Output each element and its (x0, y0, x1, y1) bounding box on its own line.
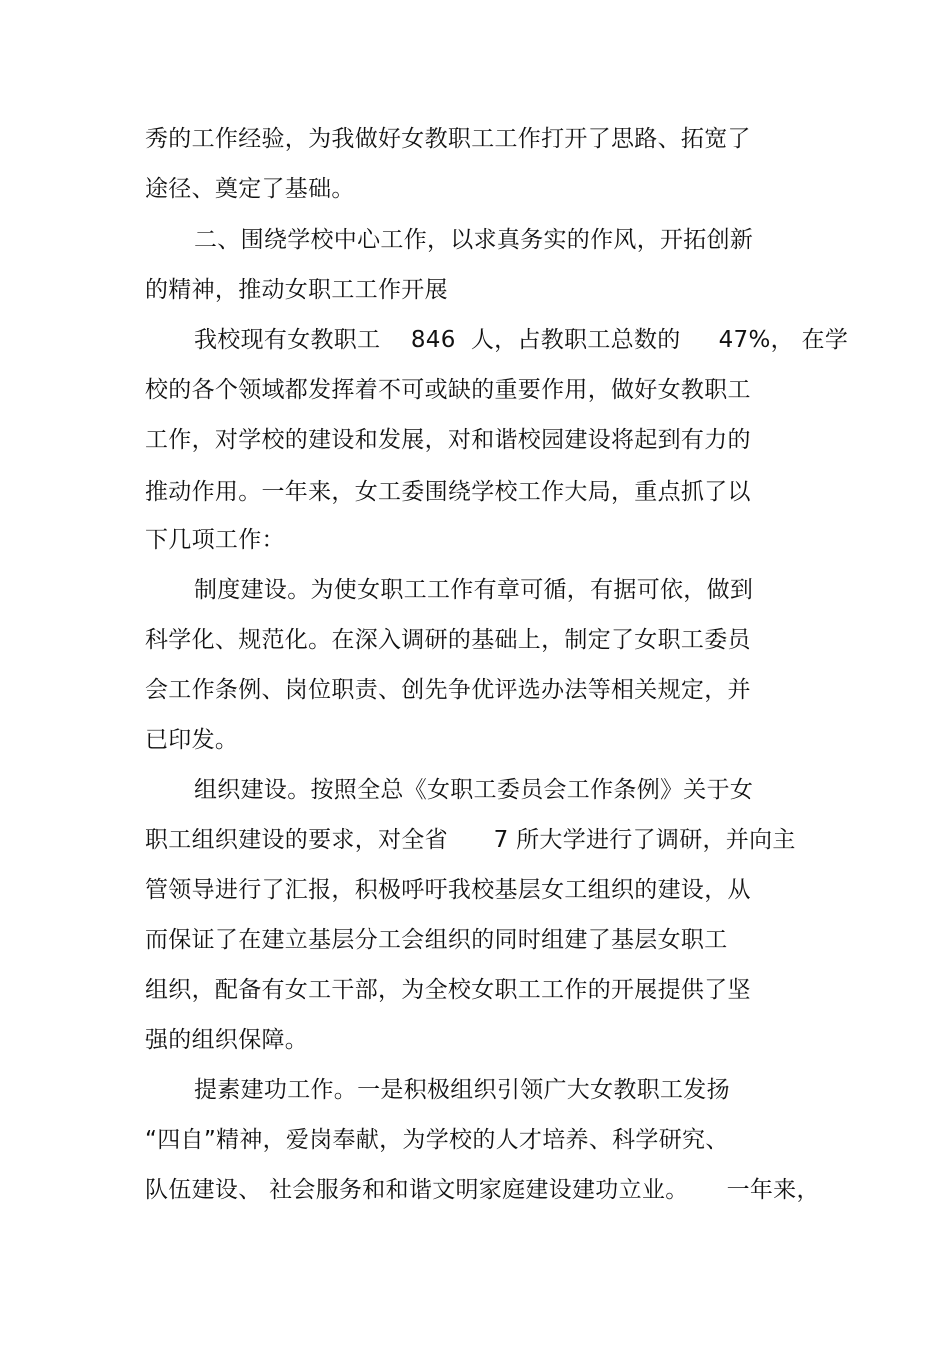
text-line: 组织建设。按照全总《女职工委员会工作条例》关于女 (194, 777, 754, 803)
text-line: 制度建设。为使女职工工作有章可循，有据可依，做到 (194, 577, 754, 603)
text-line: 科学化、规范化。在深入调研的基础上，制定了女职工委员 (145, 627, 751, 653)
text-line: 会工作条例、岗位职责、创先争优评选办法等相关规定，并 (145, 677, 751, 703)
text-line: 我校现有女教职工 846 人，占教职工总数的 47%， 在学 (194, 327, 849, 353)
text-line: 秀的工作经验，为我做好女教职工工作打开了思路、拓宽了 (145, 126, 751, 152)
text-line: 管领导进行了汇报，积极呼吁我校基层女工组织的建设，从 (145, 877, 751, 903)
section-heading-line: 二、围绕学校中心工作，以求真务实的作风，开拓创新 (194, 227, 754, 253)
text-line: 而保证了在建立基层分工会组织的同时组建了基层女职工 (145, 927, 728, 953)
section-heading-line: 的精神，推动女职工工作开展 (145, 277, 448, 303)
text-line: 队伍建设、 社会服务和和谐文明家庭建设建功立业。 一年来， (145, 1177, 820, 1203)
text-line: “四自”精神，爱岗奉献，为学校的人才培养、科学研究、 (145, 1127, 729, 1153)
text-line: 校的各个领域都发挥着不可或缺的重要作用，做好女教职工 (145, 377, 751, 403)
text-line: 已印发。 (145, 727, 239, 753)
text-line: 途径、奠定了基础。 (145, 176, 355, 202)
text-line: 强的组织保障。 (145, 1027, 309, 1053)
text-line: 提素建功工作。一是积极组织引领广大女教职工发扬 (194, 1077, 730, 1103)
text-line: 工作，对学校的建设和发展，对和谐校园建设将起到有力的 (145, 427, 751, 453)
text-line: 下几项工作： (145, 527, 285, 553)
text-line: 推动作用。一年来，女工委围绕学校工作大局，重点抓了以 (145, 479, 751, 505)
text-line: 职工组织建设的要求，对全省 7 所大学进行了调研，并向主 (145, 827, 796, 853)
text-line: 组织，配备有女工干部，为全校女职工工作的开展提供了坚 (145, 977, 751, 1003)
